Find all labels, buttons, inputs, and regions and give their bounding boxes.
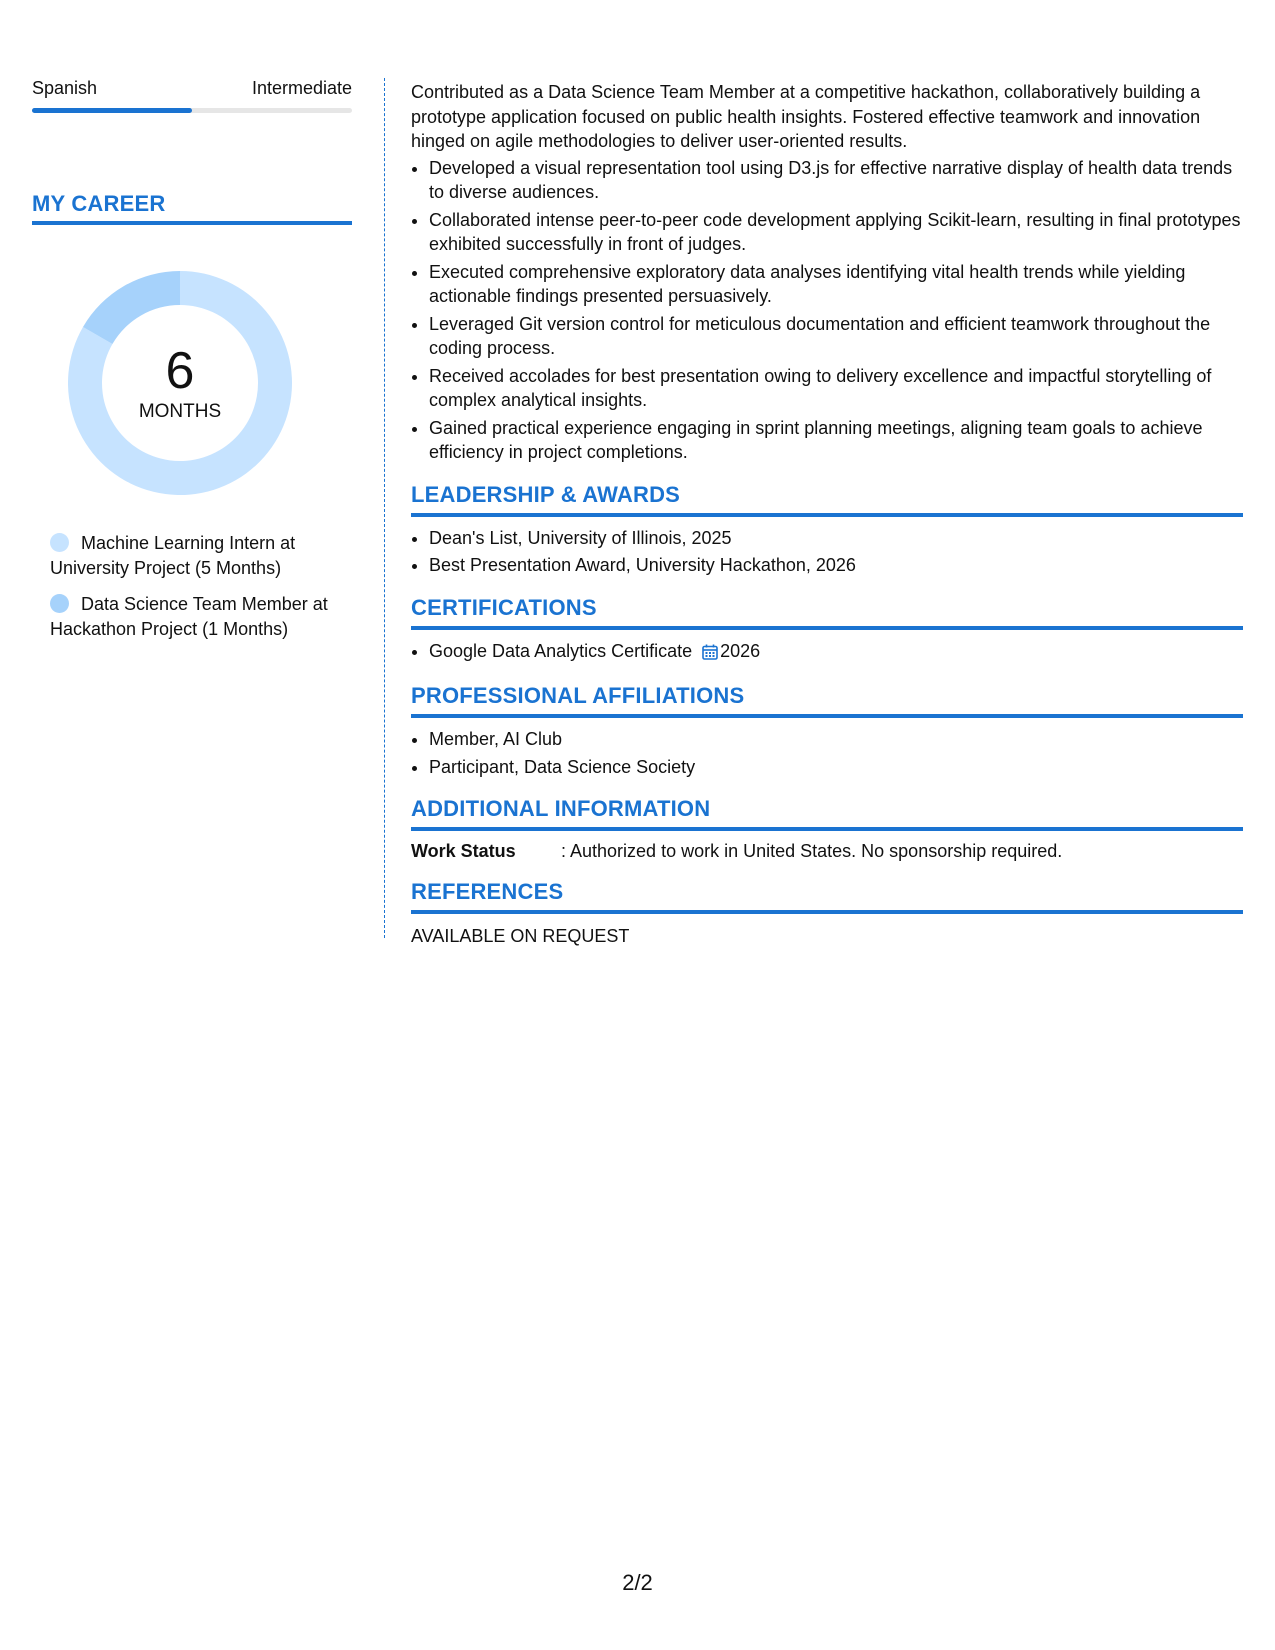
references-text: AVAILABLE ON REQUEST xyxy=(411,926,630,946)
legend-item xyxy=(50,592,340,642)
column-divider xyxy=(384,78,385,938)
legend-label: Data Science Team Member at Hackathon Project (1 Months) xyxy=(50,594,328,639)
experience-bullets xyxy=(411,156,1243,465)
language-level: Intermediate xyxy=(251,78,352,98)
legend-dot-icon xyxy=(50,533,69,552)
references-section xyxy=(411,879,1243,947)
language-proficiency-fill xyxy=(32,108,192,113)
list-item: • Received accolades for best presentation owing to delivery excellence and impactful storytelling of complex analytical insights. xyxy=(429,364,1243,413)
list-item xyxy=(429,639,1243,667)
references-title: REFERENCES xyxy=(411,879,1243,914)
affiliations-list xyxy=(411,727,1243,779)
awards-section xyxy=(411,482,1243,578)
donut-center-label xyxy=(66,269,294,497)
list-item: • Member, AI Club xyxy=(429,727,1243,752)
work-status-value: : Authorized to work in United States. No sponsorship required. xyxy=(561,841,1063,861)
certificate-name: Google Data Analytics Certificate xyxy=(429,640,693,661)
career-donut-chart xyxy=(66,269,294,497)
language-row xyxy=(32,78,352,99)
affiliations-title: PROFESSIONAL AFFILIATIONS xyxy=(411,683,1243,718)
legend-dot-icon xyxy=(50,594,69,613)
certificate-year: 2026 xyxy=(720,640,761,661)
list-item: • Dean's List, University of Illinois, 2025 xyxy=(429,526,1243,551)
awards-title: LEADERSHIP & AWARDS xyxy=(411,482,1243,517)
affiliations-section xyxy=(411,683,1243,779)
list-item: • Developed a visual representation tool using D3.js for effective narrative display of health data trends to diverse audiences. xyxy=(429,156,1243,205)
list-item: • Leveraged Git version control for meticulous documentation and efficient teamwork throughout the coding process. xyxy=(429,312,1243,361)
list-item: • Participant, Data Science Society xyxy=(429,755,1243,780)
experience-summary: Contributed as a Data Science Team Member at a competitive hackathon, collaboratively building a prototype application focused on public health insights. Fostered effective teamwork and innovation hinged on agile methodologies to deliver user-oriented results. xyxy=(411,82,1201,151)
list-item: • Collaborated intense peer-to-peer code development applying Scikit-learn, resulting in final prototypes exhibited successfully in front of judges. xyxy=(429,208,1243,257)
career-total-unit: MONTHS xyxy=(138,401,222,422)
career-section-title: MY CAREER xyxy=(32,191,352,225)
calendar-icon xyxy=(702,642,718,667)
list-item: • Best Presentation Award, University Hackathon, 2026 xyxy=(429,553,1243,578)
list-item: • Executed comprehensive exploratory data analyses identifying vital health trends while yielding actionable findings presented persuasively. xyxy=(429,260,1243,309)
language-spanish xyxy=(32,78,352,113)
certifications-list xyxy=(411,639,1243,667)
certifications-section xyxy=(411,595,1243,667)
main-content xyxy=(411,80,1243,947)
career-total-value: 6 xyxy=(165,342,195,400)
legend-label: Machine Learning Intern at University Project (5 Months) xyxy=(50,533,296,578)
work-status-label: Work Status xyxy=(411,841,516,861)
additional-info-title: ADDITIONAL INFORMATION xyxy=(411,796,1243,831)
language-name: Spanish xyxy=(32,78,98,98)
awards-list xyxy=(411,526,1243,578)
page-number: 2/2 xyxy=(622,1570,653,1595)
sidebar xyxy=(32,78,352,653)
additional-info-section xyxy=(411,796,1243,862)
certifications-title: CERTIFICATIONS xyxy=(411,595,1243,630)
legend-item xyxy=(50,531,340,581)
language-proficiency-bar xyxy=(32,108,352,113)
career-legend xyxy=(50,531,340,642)
work-status-row xyxy=(411,841,1243,862)
list-item: • Gained practical experience engaging in sprint planning meetings, aligning team goals to achieve efficiency in project completions. xyxy=(429,416,1243,465)
